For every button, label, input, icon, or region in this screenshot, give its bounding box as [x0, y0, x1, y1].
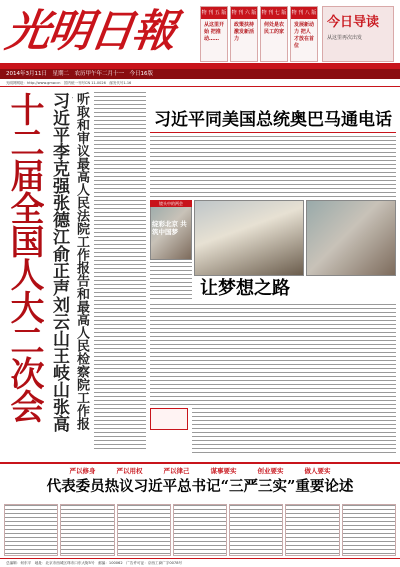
photo-title: 绽彩北京 共筑中国梦: [152, 220, 187, 236]
today-guide[interactable]: [322, 6, 394, 62]
preview-box-text: 发展新动力 把人才放在首位: [294, 22, 315, 49]
preview-box-text: 政策扶持 激发新活力: [234, 22, 255, 42]
photo-main: [194, 200, 304, 276]
bottom-column: [60, 504, 114, 556]
closing-text: [192, 408, 396, 456]
bottom-section: [0, 462, 400, 502]
tag-label: 谋事要实: [210, 467, 237, 475]
date-line: 2014年3月11日 星期二 农历甲午年二月十一 今日16版: [0, 69, 400, 79]
preview-box-text: 何处是农民工的家: [264, 22, 285, 35]
preview-box-title: 物 刊 五 版: [201, 7, 227, 19]
tag-label: 严以修身: [69, 467, 96, 475]
secondary-article-text: [150, 304, 396, 406]
preview-box-3[interactable]: [260, 6, 288, 62]
preview-box-title: 物 刊 七 版: [261, 7, 287, 19]
main-article-text: [150, 136, 396, 198]
lead-article-text: [94, 92, 146, 452]
bottom-column: [4, 504, 58, 556]
photo-caption-badge: 镜头中的两会: [150, 200, 192, 207]
footer: 总编辑：何东平 地址：北京市西城区珠市口东大街5号 邮编：100062 广告许可证：京西工商广字0078号: [0, 558, 400, 567]
main-headline[interactable]: 习近平同美国总统奥巴马通电话: [154, 110, 392, 130]
preview-box-text: 从这里开始 把推动……: [204, 22, 225, 42]
today-guide-text: 从这里再次出发: [327, 35, 363, 41]
photo-right: [306, 200, 396, 276]
bottom-column: [173, 504, 227, 556]
bottom-column: [285, 504, 339, 556]
bottom-column: [229, 504, 283, 556]
preview-box-4[interactable]: [290, 6, 318, 62]
tag-label: 严以用权: [116, 467, 143, 475]
lead-subheadline: 习近平李克强张德江俞正声刘云山王岐山张高: [49, 92, 69, 432]
tag-label: 创业要实: [257, 467, 284, 475]
bottom-column: [117, 504, 171, 556]
lead-subheadline-2: 听取和审议最高人民法院工作报告和最高人民检察院工作报: [74, 92, 89, 430]
bottom-tags: [0, 464, 400, 476]
divider: [150, 132, 396, 133]
preview-box-2[interactable]: [230, 6, 258, 62]
newspaper-logo: 光明日報: [2, 6, 178, 57]
secondary-headline[interactable]: 让梦想之路: [200, 278, 290, 299]
preview-box-title: 物 刊 六 版: [231, 7, 257, 19]
today-guide-title: 今日导读: [327, 15, 380, 30]
photo-text: [150, 262, 192, 302]
tag-label: 做人要实: [304, 467, 331, 475]
bottom-headline[interactable]: 代表委员热议习近平总书记“三严三实”重要论述: [46, 478, 354, 495]
lead-vertical-headline[interactable]: 十二届全国人大二次会: [4, 92, 44, 422]
preview-box-1[interactable]: [200, 6, 228, 62]
sub-line: 光明网网址：http://www.gmw.cn 国内统一刊号CN 11-0026 邮发代号1-16: [0, 80, 400, 87]
sidebar-box[interactable]: [150, 408, 188, 430]
bottom-column: [342, 504, 396, 556]
tag-label: 严以律己: [163, 467, 190, 475]
bottom-columns: [4, 504, 396, 556]
preview-box-title: 物 刊 八 版: [291, 7, 317, 19]
